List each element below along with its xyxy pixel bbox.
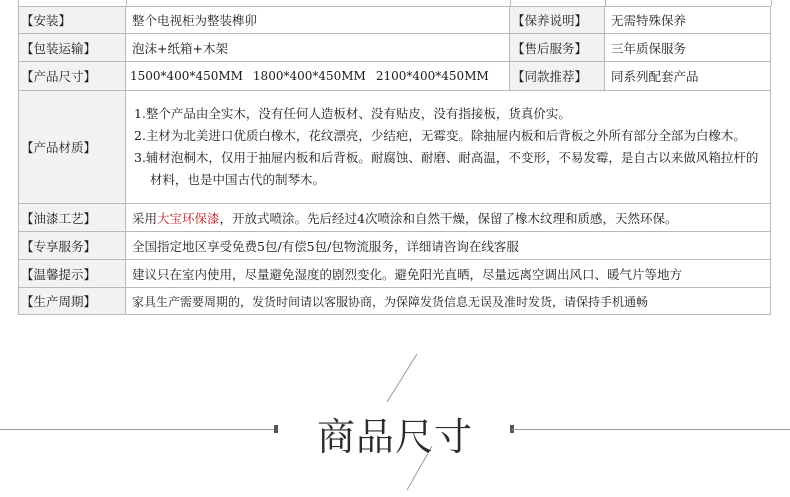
divider-right bbox=[512, 429, 790, 430]
paint-brand-highlight: 大宝环保漆 bbox=[157, 210, 220, 226]
paint-suffix: ，开放式喷涂。先后经过4次喷涂和自然干燥，保留了橡木纹理和质感，天然环保。 bbox=[219, 210, 678, 226]
packaging-value: 泡沫+纸箱+木架 bbox=[126, 34, 510, 62]
section-title: 商品尺寸 bbox=[316, 415, 473, 459]
size-option: 2100*400*450MM bbox=[375, 69, 489, 83]
maintenance-label: 【保养说明】 bbox=[510, 7, 605, 34]
paint-label: 【油漆工艺】 bbox=[19, 204, 126, 232]
service-label: 【专享服务】 bbox=[19, 232, 126, 260]
list-item: 1.整个产品由全实木，没有任何人造板材、没有贴皮，没有指接板，货真价实。 bbox=[134, 105, 571, 121]
table-row bbox=[19, 91, 771, 204]
table-row bbox=[19, 288, 771, 315]
tips-label: 【温馨提示】 bbox=[19, 260, 126, 288]
table-row bbox=[19, 260, 771, 288]
section-header bbox=[0, 350, 790, 497]
service-value: 全国指定地区享受免费5包/有偿5包/包物流服务，详细请咨询在线客服 bbox=[126, 232, 771, 260]
material-label: 【产品材质】 bbox=[19, 91, 126, 204]
list-item: 3.辅材泡桐木，仅用于抽屉内板和后背板。耐腐蚀、耐磨、耐高温，不变形，不易发霉，是自古以来做风箱拉杆的材料，也是中国古代的制琴木。 bbox=[134, 149, 759, 187]
recommend-label: 【同款推荐】 bbox=[510, 62, 605, 91]
cycle-label: 【生产周期】 bbox=[19, 288, 126, 315]
install-label: 【安装】 bbox=[19, 7, 126, 34]
install-value: 整个电视柜为整装榫卯 bbox=[126, 7, 510, 34]
size-values bbox=[126, 62, 510, 91]
table-row bbox=[19, 204, 771, 232]
divider-cap-left bbox=[274, 425, 278, 433]
size-option: 1500*400*450MM bbox=[130, 69, 243, 83]
size-label: 【产品尺寸】 bbox=[19, 62, 126, 91]
product-spec-table bbox=[18, 6, 771, 315]
table-row bbox=[19, 62, 771, 91]
material-description bbox=[126, 91, 771, 204]
table-row bbox=[19, 34, 771, 62]
tips-value: 建议只在室内使用，尽量避免湿度的剧烈变化。避免阳光直晒，尽量远离空调出风口、暖气片等地方 bbox=[126, 260, 771, 288]
divider-left bbox=[0, 429, 275, 430]
after-sales-value: 三年质保服务 bbox=[605, 34, 771, 62]
list-item: 2.主材为北美进口优质白橡木，花纹漂亮，少结疤，无霉变。除抽屉内板和后背板之外所有部分全部为白橡木。 bbox=[134, 127, 746, 143]
table-row bbox=[19, 7, 771, 34]
table-row bbox=[19, 232, 771, 260]
after-sales-label: 【售后服务】 bbox=[510, 34, 605, 62]
maintenance-value: 无需特殊保养 bbox=[605, 7, 771, 34]
paint-prefix: 采用 bbox=[132, 210, 158, 226]
cycle-value: 家具生产需要周期的，发货时间请以客服协商，为保障发货信息无误及准时发货，请保持手机通畅 bbox=[126, 288, 771, 315]
recommend-value: 同系列配套产品 bbox=[605, 62, 771, 91]
size-option: 1800*400*450MM bbox=[252, 69, 366, 83]
paint-value bbox=[126, 204, 771, 232]
packaging-label: 【包装运输】 bbox=[19, 34, 126, 62]
